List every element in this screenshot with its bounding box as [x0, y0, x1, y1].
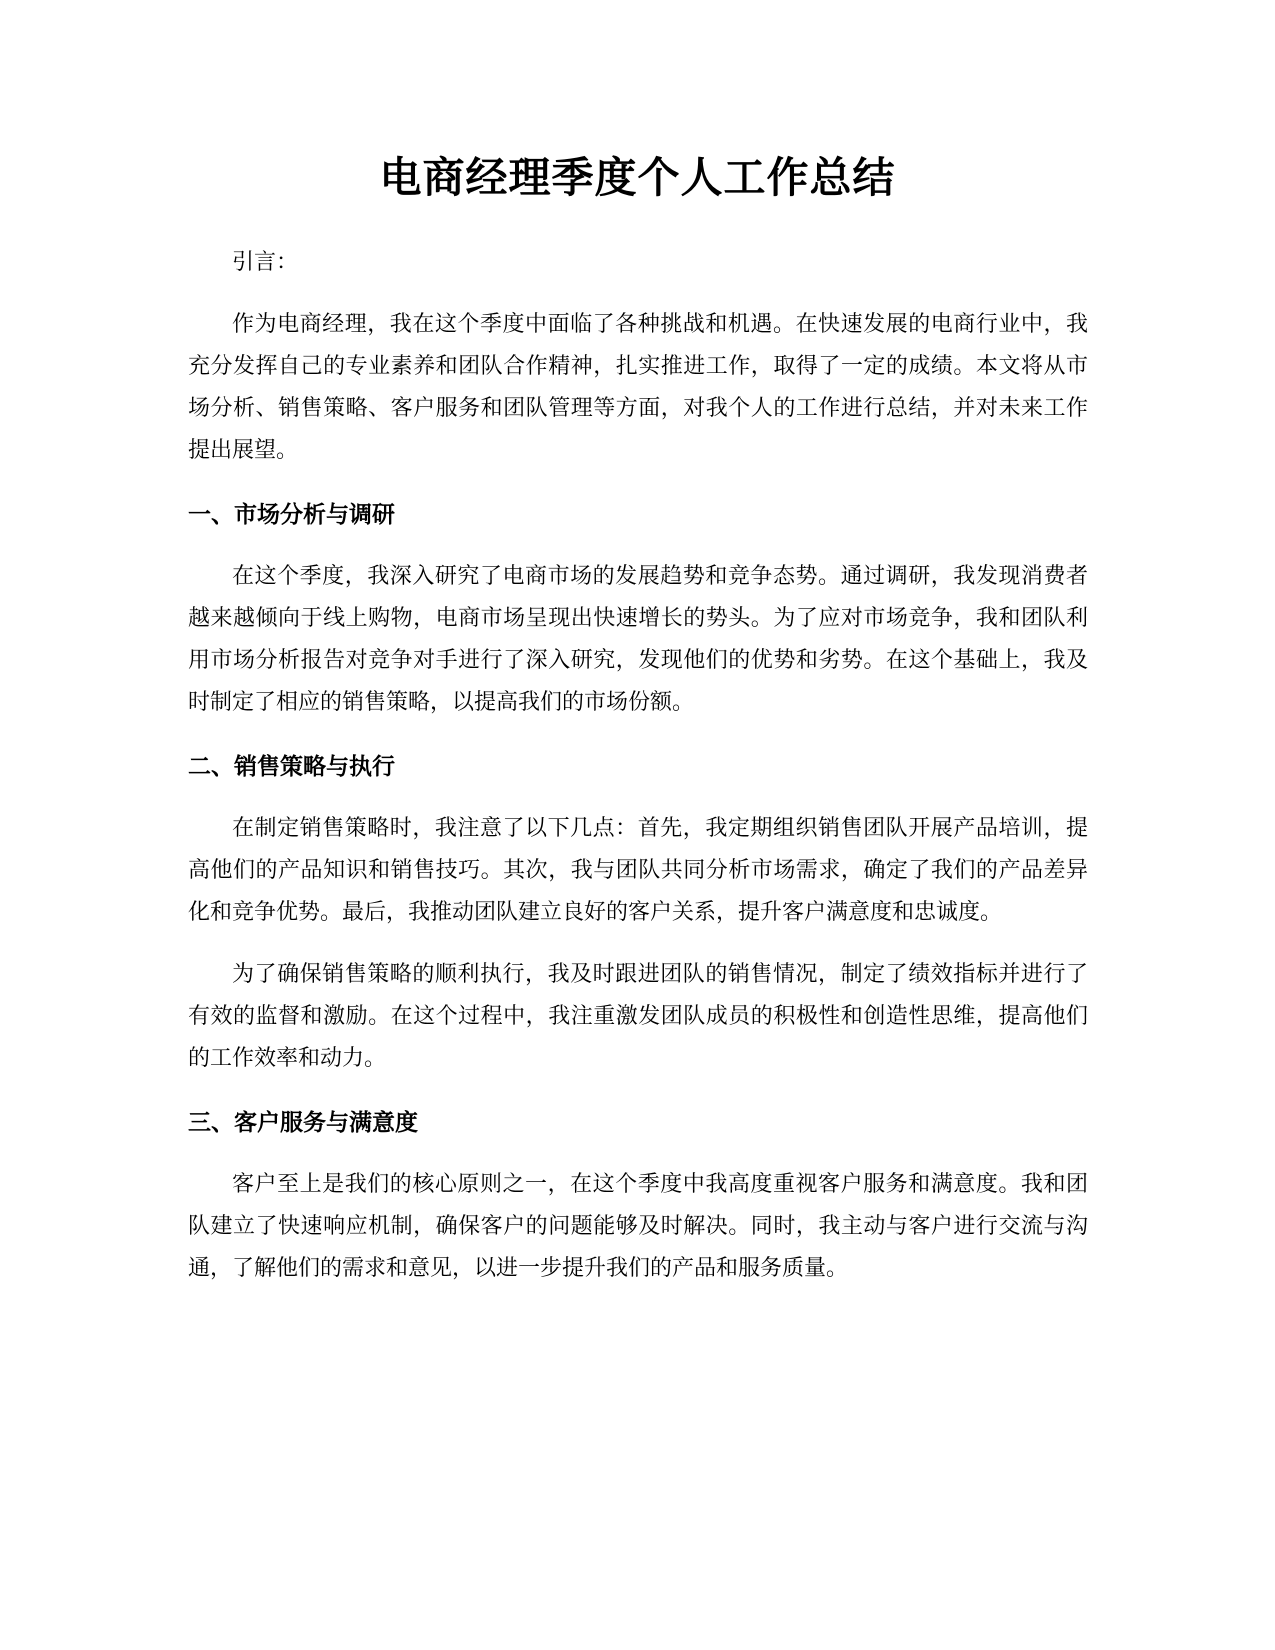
document-title: 电商经理季度个人工作总结	[379, 153, 896, 202]
intro-label: 引言：	[232, 250, 299, 275]
document-body	[188, 242, 1088, 1290]
section-paragraph: 客户至上是我们的核心原则之一，在这个季度中我高度重视客户服务和满意度。我和团队建立了快速响应机制，确保客户的问题能够及时解决。同时，我主动与客户进行交流与沟通，了解他们的需求和意见，以进一步提升我们的产品和服务质量。	[188, 1172, 1088, 1281]
section-paragraph: 为了确保销售策略的顺利执行，我及时跟进团队的销售情况，制定了绩效指标并进行了有效的监督和激励。在这个过程中，我注重激发团队成员的积极性和创造性思维，提高他们的工作效率和动力。	[188, 962, 1088, 1071]
section-heading-market: 一、市场分析与调研	[188, 502, 395, 528]
section-paragraph: 在制定销售策略时，我注意了以下几点：首先，我定期组织销售团队开展产品培训，提高他们的产品知识和销售技巧。其次，我与团队共同分析市场需求，确定了我们的产品差异化和竞争优势。最后，我推动团队建立良好的客户关系，提升客户满意度和忠诚度。	[188, 816, 1088, 925]
section-heading-customer: 三、客户服务与满意度	[188, 1110, 418, 1136]
section-heading-sales: 二、销售策略与执行	[188, 754, 395, 780]
intro-paragraph: 作为电商经理，我在这个季度中面临了各种挑战和机遇。在快速发展的电商行业中，我充分发挥自己的专业素养和团队合作精神，扎实推进工作，取得了一定的成绩。本文将从市场分析、销售策略、客户服务和团队管理等方面，对我个人的工作进行总结，并对未来工作提出展望。	[188, 312, 1088, 463]
section-paragraph: 在这个季度，我深入研究了电商市场的发展趋势和竞争态势。通过调研，我发现消费者越来越倾向于线上购物，电商市场呈现出快速增长的势头。为了应对市场竞争，我和团队利用市场分析报告对竞争对手进行了深入研究，发现他们的优势和劣势。在这个基础上，我及时制定了相应的销售策略，以提高我们的市场份额。	[188, 564, 1088, 715]
